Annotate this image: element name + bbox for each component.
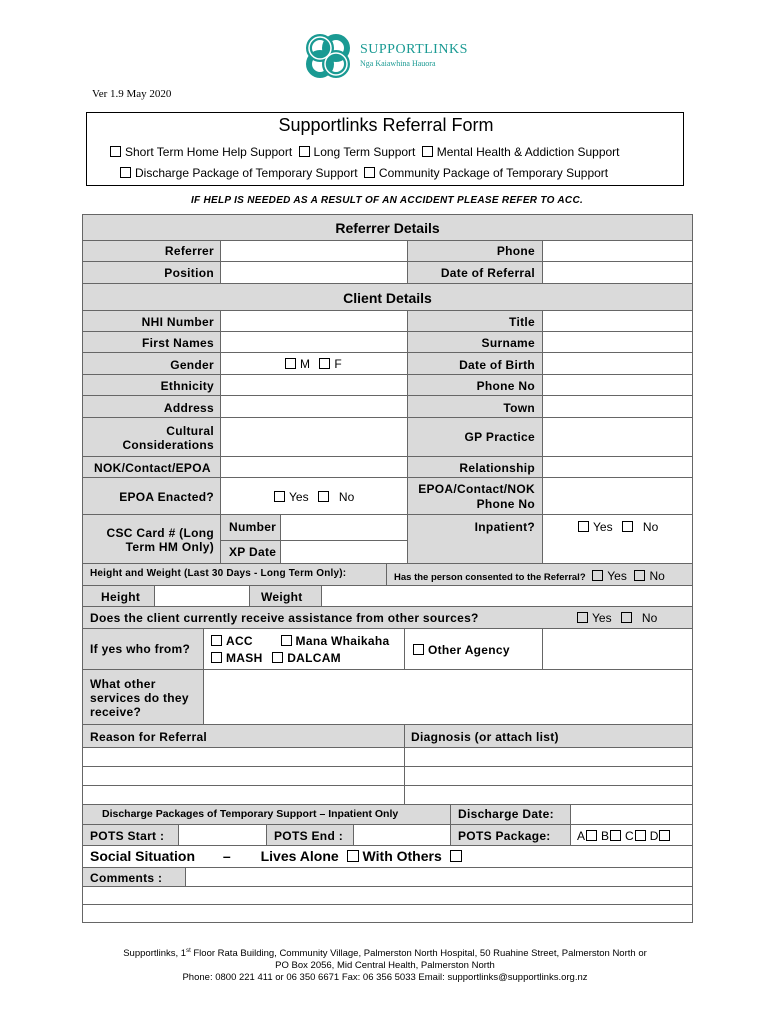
acc-label: ACC: [226, 634, 253, 648]
other-sources-options: [577, 611, 657, 625]
height-label: Height: [101, 590, 141, 604]
csc-label-line2: Term HM Only): [125, 540, 214, 554]
footer-address-line2: PO Box 2056, Mid Central Health, Palmerston North: [275, 960, 495, 972]
epoa-no-label: No: [338, 490, 355, 504]
social-situation-content: [90, 848, 466, 864]
long-term-checkbox[interactable]: [299, 146, 310, 157]
epoa-options: [274, 490, 354, 504]
pots-end-label: POTS End :: [274, 829, 343, 843]
other-agency-label: Other Agency: [428, 643, 510, 657]
address-label: Address: [163, 401, 214, 415]
consent-no-label: No: [649, 569, 665, 583]
consent-cell: [386, 563, 693, 586]
logo-tagline: Nga Kaiawhina Hauora: [360, 59, 436, 68]
provider-options-cell: [203, 628, 405, 670]
weight-label: Weight: [261, 590, 303, 604]
pots-package-options: [577, 829, 674, 843]
gp-field[interactable]: [542, 417, 693, 457]
first-names-label: First Names: [142, 336, 214, 350]
other-sources-no-checkbox[interactable]: [621, 612, 632, 623]
height-weight-header: Height and Weight (Last 30 Days - Long Term Only):: [90, 568, 347, 579]
mana-whaikaha-checkbox[interactable]: [281, 635, 292, 646]
long-term-label: Long Term Support: [313, 145, 416, 159]
phone-field[interactable]: [542, 240, 693, 262]
height-field[interactable]: [154, 585, 250, 607]
inpatient-cell: [542, 514, 693, 564]
referrer-field[interactable]: [220, 240, 408, 262]
pots-start-label: POTS Start :: [90, 829, 165, 843]
epoa-enacted-cell: [220, 477, 408, 515]
title-label: Title: [509, 315, 535, 329]
footer-line1-sup: st: [186, 948, 191, 954]
epoa-yes-label: Yes: [289, 490, 309, 504]
epoa-phone-label-line2: Phone No: [476, 497, 535, 511]
acc-checkbox[interactable]: [211, 635, 222, 646]
reason-field-row[interactable]: [82, 785, 405, 805]
other-sources-yes-label: Yes: [592, 611, 612, 625]
pots-end-field[interactable]: [353, 824, 451, 846]
other-sources-label: Does the client currently receive assistance from other sources?: [90, 611, 479, 625]
consent-label: Has the person consented to the Referral?: [394, 572, 586, 583]
inpatient-no-checkbox[interactable]: [622, 521, 633, 532]
mental-health-checkbox[interactable]: [422, 146, 433, 157]
footer-line1-end: Floor Rata Building, Community Village, Palmerston North Hospital, 50 Ruahine Street, Palmerston North or: [190, 948, 647, 960]
community-package-checkbox[interactable]: [364, 167, 375, 178]
logo: [300, 30, 480, 85]
other-agency-option: [413, 643, 510, 657]
nok-field[interactable]: [220, 456, 408, 478]
gender-label: Gender: [170, 358, 214, 372]
nhi-label: NHI Number: [141, 315, 214, 329]
package-d-checkbox[interactable]: [659, 830, 670, 841]
ethnicity-label: Ethnicity: [160, 379, 214, 393]
gender-options: [285, 357, 342, 371]
relationship-label: Relationship: [459, 461, 535, 475]
inpatient-label: Inpatient?: [474, 520, 535, 534]
with-others-label: With Others: [362, 848, 442, 864]
package-c-checkbox[interactable]: [635, 830, 646, 841]
what-other-label-line1: What other: [90, 677, 156, 691]
social-situation-row: [82, 845, 693, 868]
gender-cell: [220, 352, 408, 375]
footer-address-line1: [60, 945, 710, 960]
package-b-label: B: [601, 829, 610, 843]
discharge-date-label: Discharge Date:: [458, 807, 554, 821]
footer: [60, 945, 710, 984]
short-term-label: Short Term Home Help Support: [125, 145, 293, 159]
reason-field-row[interactable]: [82, 766, 405, 786]
short-term-checkbox[interactable]: [110, 146, 121, 157]
client-section-header: [82, 283, 693, 311]
discharge-package-label: Discharge Package of Temporary Support: [135, 166, 358, 180]
date-of-referral-label: Date of Referral: [440, 266, 535, 280]
male-label: M: [300, 357, 310, 371]
inpatient-yes-checkbox[interactable]: [578, 521, 589, 532]
what-other-label-line3: receive?: [90, 705, 142, 719]
epoa-enacted-label: EPOA Enacted?: [119, 490, 214, 504]
acc-notice: IF HELP IS NEEDED AS A RESULT OF AN ACCIDENT PLEASE REFER TO ACC.: [190, 195, 584, 206]
female-label: F: [334, 357, 342, 371]
package-c-label: C: [625, 829, 634, 843]
other-agency-checkbox[interactable]: [413, 644, 424, 655]
epoa-phone-label-line1: EPOA/Contact/NOK: [418, 482, 535, 496]
inpatient-no-label: No: [642, 520, 659, 534]
referrer-label: Referrer: [164, 244, 214, 258]
pots-package-cell: [570, 824, 693, 846]
lives-alone-label: Lives Alone: [260, 848, 339, 864]
mental-health-label: Mental Health & Addiction Support: [436, 145, 620, 159]
gp-label: GP Practice: [464, 430, 535, 444]
consent-row: [394, 569, 665, 583]
consent-no-checkbox[interactable]: [634, 570, 645, 581]
form-title-box: [86, 112, 684, 186]
referral-type-row-1: [110, 145, 620, 159]
reason-field-row[interactable]: [82, 747, 405, 767]
position-field[interactable]: [220, 261, 408, 284]
relationship-field[interactable]: [542, 456, 693, 478]
diagnosis-field-row[interactable]: [404, 747, 693, 767]
csc-number-field[interactable]: [280, 514, 408, 541]
phone-label: Phone: [496, 244, 535, 258]
phone-no-field[interactable]: [542, 374, 693, 396]
social-situation-label: Social Situation: [90, 848, 196, 864]
discharge-package-checkbox[interactable]: [120, 167, 131, 178]
comments-field-row[interactable]: [82, 886, 693, 905]
package-d-label: D: [649, 829, 659, 843]
other-agency-cell: [404, 628, 543, 670]
position-label: Position: [164, 266, 214, 280]
consent-yes-label: Yes: [607, 569, 627, 583]
inpatient-yes-label: Yes: [593, 520, 613, 534]
social-dash: –: [222, 848, 231, 864]
mash-checkbox[interactable]: [211, 652, 222, 663]
cultural-label-line2: Considerations: [122, 438, 214, 452]
male-checkbox[interactable]: [285, 358, 296, 369]
version-text: Ver 1.9 May 2020: [92, 88, 172, 100]
pots-package-label: POTS Package:: [458, 829, 551, 843]
surname-field[interactable]: [542, 331, 693, 353]
what-other-field[interactable]: [203, 669, 693, 725]
phone-no-label: Phone No: [476, 379, 535, 393]
discharge-packages-label: Discharge Packages of Temporary Support – Inpatient Only: [102, 808, 399, 820]
diagnosis-field-row[interactable]: [404, 785, 693, 805]
town-label: Town: [503, 401, 535, 415]
reason-label: Reason for Referral: [90, 730, 208, 744]
who-from-label: If yes who from?: [90, 642, 191, 656]
what-other-label-line2: services do they: [90, 691, 189, 705]
cultural-label-line1: Cultural: [166, 424, 214, 438]
mana-whaikaha-label: Mana Whaikaha: [295, 634, 390, 648]
celtic-knot-icon: [300, 30, 356, 82]
lives-alone-checkbox[interactable]: [347, 850, 359, 862]
inpatient-options: [578, 520, 658, 534]
epoa-yes-checkbox[interactable]: [274, 491, 285, 502]
date-of-referral-field[interactable]: [542, 261, 693, 284]
consent-yes-checkbox[interactable]: [592, 570, 603, 581]
nok-label: NOK/Contact/EPOA: [94, 461, 211, 475]
with-others-checkbox[interactable]: [450, 850, 462, 862]
epoa-no-checkbox[interactable]: [318, 491, 329, 502]
title-field[interactable]: [542, 310, 693, 332]
comments-field-row[interactable]: [82, 904, 693, 923]
town-field[interactable]: [542, 395, 693, 418]
package-a-label: A: [577, 829, 586, 843]
referrer-heading: Referrer Details: [335, 220, 440, 236]
package-a-checkbox[interactable]: [586, 830, 597, 841]
referrer-section-header: [82, 214, 693, 241]
nhi-field[interactable]: [220, 310, 408, 332]
comments-field[interactable]: [185, 867, 693, 887]
dalcam-checkbox[interactable]: [272, 652, 283, 663]
number-label: Number: [229, 520, 277, 534]
client-heading: Client Details: [343, 290, 432, 306]
epoa-phone-field[interactable]: [542, 477, 693, 515]
first-names-field[interactable]: [220, 331, 408, 353]
other-sources-yes-checkbox[interactable]: [577, 612, 588, 623]
mash-label: MASH: [226, 651, 263, 665]
female-checkbox[interactable]: [319, 358, 330, 369]
comments-label: Comments :: [90, 871, 163, 885]
pots-start-field[interactable]: [178, 824, 267, 846]
community-package-label: Community Package of Temporary Support: [378, 166, 609, 180]
weight-field[interactable]: [321, 585, 693, 607]
other-agency-field[interactable]: [542, 628, 693, 670]
footer-line1-start: Supportlinks, 1: [123, 948, 187, 960]
dob-label: Date of Birth: [459, 358, 535, 372]
ethnicity-field[interactable]: [220, 374, 408, 396]
referral-type-row-2: [120, 166, 608, 180]
discharge-date-field[interactable]: [570, 804, 693, 825]
footer-contact-line: Phone: 0800 221 411 or 06 350 6671 Fax: 06 356 5033 Email: supportlinks@supportlinks.org.nz: [182, 972, 588, 984]
xp-date-field[interactable]: [280, 540, 408, 564]
xp-date-label: XP Date: [229, 545, 277, 559]
address-field[interactable]: [220, 395, 408, 418]
other-sources-no-label: No: [641, 611, 658, 625]
package-b-checkbox[interactable]: [610, 830, 621, 841]
dalcam-label: DALCAM: [287, 651, 341, 665]
logo-name: SUPPORTLINKS: [360, 42, 468, 57]
diagnosis-label: Diagnosis (or attach list): [411, 730, 559, 744]
surname-label: Surname: [481, 336, 535, 350]
cultural-field[interactable]: [220, 417, 408, 457]
provider-row-1: [211, 634, 389, 648]
csc-label-line1: CSC Card # (Long: [106, 526, 214, 540]
provider-row-2: [211, 651, 341, 665]
dob-field[interactable]: [542, 352, 693, 375]
diagnosis-field-row[interactable]: [404, 766, 693, 786]
form-title: Supportlinks Referral Form: [278, 115, 494, 135]
